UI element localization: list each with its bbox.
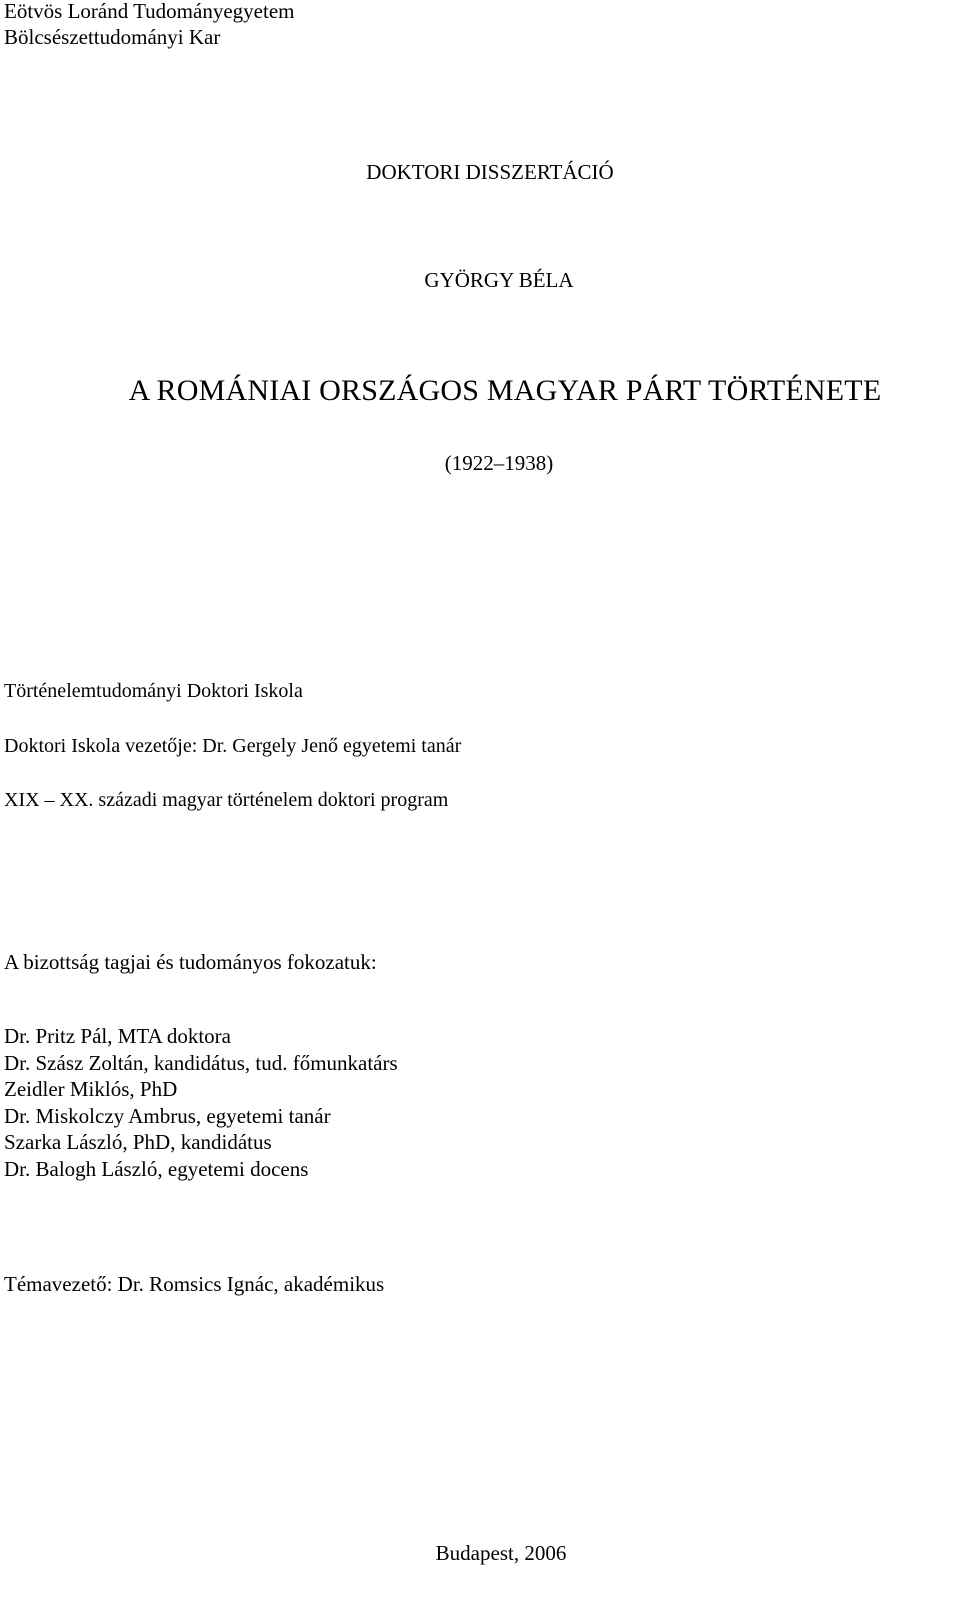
dissertation-years: (1922–1938) xyxy=(444,451,554,475)
document-type: DOKTORI DISSZERTÁCIÓ xyxy=(366,160,614,184)
committee-member: Dr. Balogh László, egyetemi docens xyxy=(4,1156,309,1181)
committee-member: Dr. Szász Zoltán, kandidátus, tud. főmunkatárs xyxy=(4,1050,398,1075)
doctoral-program: XIX – XX. századi magyar történelem doktori program xyxy=(4,789,449,811)
school-head: Doktori Iskola vezetője: Dr. Gergely Jenő egyetemi tanár xyxy=(4,735,462,757)
dissertation-title: A ROMÁNIAI ORSZÁGOS MAGYAR PÁRT TÖRTÉNETE xyxy=(128,374,882,407)
committee-member: Zeidler Miklós, PhD xyxy=(4,1077,178,1101)
author-name: GYÖRGY BÉLA xyxy=(424,268,574,292)
committee-heading: A bizottság tagjai és tudományos fokozatuk: xyxy=(4,950,377,974)
supervisor: Témavezető: Dr. Romsics Ignác, akadémikus xyxy=(4,1272,385,1296)
committee-member: Szarka László, PhD, kandidátus xyxy=(4,1130,272,1154)
committee-member: Dr. Miskolczy Ambrus, egyetemi tanár xyxy=(4,1103,331,1128)
committee-member: Dr. Pritz Pál, MTA doktora xyxy=(4,1024,231,1048)
place-and-date: Budapest, 2006 xyxy=(435,1541,567,1565)
doctoral-school: Történelemtudományi Doktori Iskola xyxy=(4,680,303,702)
faculty-name: Bölcsészettudományi Kar xyxy=(4,25,221,49)
committee-member-list xyxy=(4,1023,398,1182)
university-name: Eötvös Loránd Tudományegyetem xyxy=(4,0,295,23)
